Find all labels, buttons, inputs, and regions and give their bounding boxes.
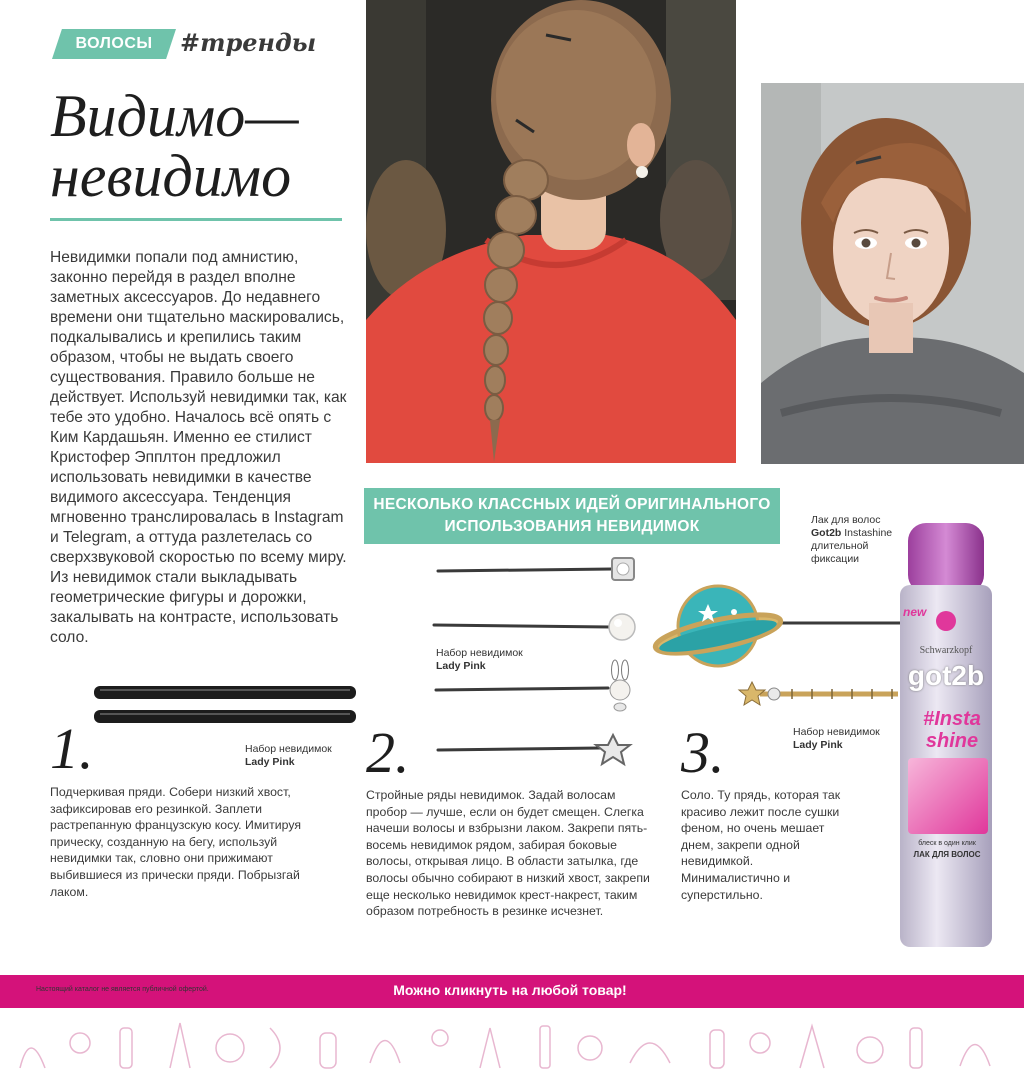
step-2-number: 2. bbox=[366, 720, 410, 785]
title-divider bbox=[50, 218, 342, 221]
product-caption-spray: Лак для волос Got2b Instashine длительной фиксации bbox=[811, 514, 893, 565]
step-3-text: Соло. Ту прядь, которая так красиво лежит после сушки феном, но очень мешает днем, закрепи одной невидимкой. Минималистично и суперстильно. bbox=[681, 788, 841, 902]
spray-label-line1: блеск в один клик bbox=[918, 840, 976, 847]
page-title: Видимо— невидимо bbox=[50, 83, 299, 209]
footer-disclaimer: Настоящий каталог не является публичной офертой. bbox=[36, 986, 209, 993]
product-hairpins-black[interactable] bbox=[90, 683, 360, 729]
spray-label-line2: ЛАК ДЛЯ ВОЛОС bbox=[913, 850, 981, 859]
product-caption-set1: Набор невидимок Lady Pink bbox=[245, 743, 332, 768]
footer-decorative-pattern bbox=[0, 1008, 1024, 1080]
hashtag-label: #тренды bbox=[180, 28, 317, 57]
step-1-text: Подчеркивая пряди. Собери низкий хвост, зафиксировав его резинкой. Заплети растрепанную французскую косу. Имитируя прическу, созданную на бегу, используй невидимки так, словно они прижимают выбившиеся из прически пряди. Побрызгай лаком. bbox=[50, 785, 302, 899]
photo-braid-back bbox=[366, 0, 736, 463]
spray-logo: got2b bbox=[907, 660, 985, 691]
step-2-text: Стройные ряды невидимок. Задай волосам пробор — лучше, если он будет смещен. Слегка начеши волосы и взбрызни лаком. Закрепи пять-восемь невидимок рядом, забирая боковые волосы, открывая лицо. В области затылка, где волосы обычно собирают в низкий хвост, закрепи еще несколько невидимок крест-накрест, таким образом потребность в резинке исчезнет. bbox=[366, 788, 650, 919]
section-tag: ВОЛОСЫ bbox=[75, 35, 153, 52]
ideas-banner: НЕСКОЛЬКО КЛАССНЫХ ИДЕЙ ОРИГИНАЛЬНОГО ИСПОЛЬЗОВАНИЯ НЕВИДИМОК bbox=[364, 488, 780, 544]
spray-insta-line2: shine bbox=[925, 730, 979, 752]
photo-model-face bbox=[761, 83, 1024, 464]
product-caption-set2: Набор невидимок Lady Pink bbox=[436, 647, 523, 672]
step-3-number: 3. bbox=[681, 720, 725, 785]
product-caption-set3: Набор невидимок Lady Pink bbox=[793, 726, 880, 751]
footer-cta-link[interactable]: Можно кликнуть на любой товар! bbox=[393, 982, 627, 998]
spray-illustration bbox=[908, 758, 988, 834]
spray-maker: Schwarzkopf bbox=[919, 645, 973, 656]
product-hairpins-planet[interactable] bbox=[652, 568, 902, 728]
spray-insta-line1: #Insta bbox=[923, 708, 981, 730]
intro-paragraph: Невидимки попали под амнистию, законно перейдя в раздел вполне заметных аксессуаров. До недавнего времени они тщательно маскировались, подкалывались и крепились таким образом, чтобы не выдать своего существования. Правило больше не действует. Используй невидимки так, как тебе это удобно. Началось всё опять с Ким Кардашьян. Именно ее стилист Кристофер Эпплтон предложил использовать невидимки в качестве видимого аксессуара. Тенденция мгновенно транслировалась в Instagram и Telegram, а оттуда разлетелась со сверхзвуковой скоростью по всему миру. Из невидимок стали выкладывать геометрические фигуры и дорожки, закалывать на контрасте, использовать соло. bbox=[50, 249, 347, 646]
spray-new-badge: new bbox=[903, 605, 927, 619]
step-1-number: 1. bbox=[50, 716, 94, 781]
